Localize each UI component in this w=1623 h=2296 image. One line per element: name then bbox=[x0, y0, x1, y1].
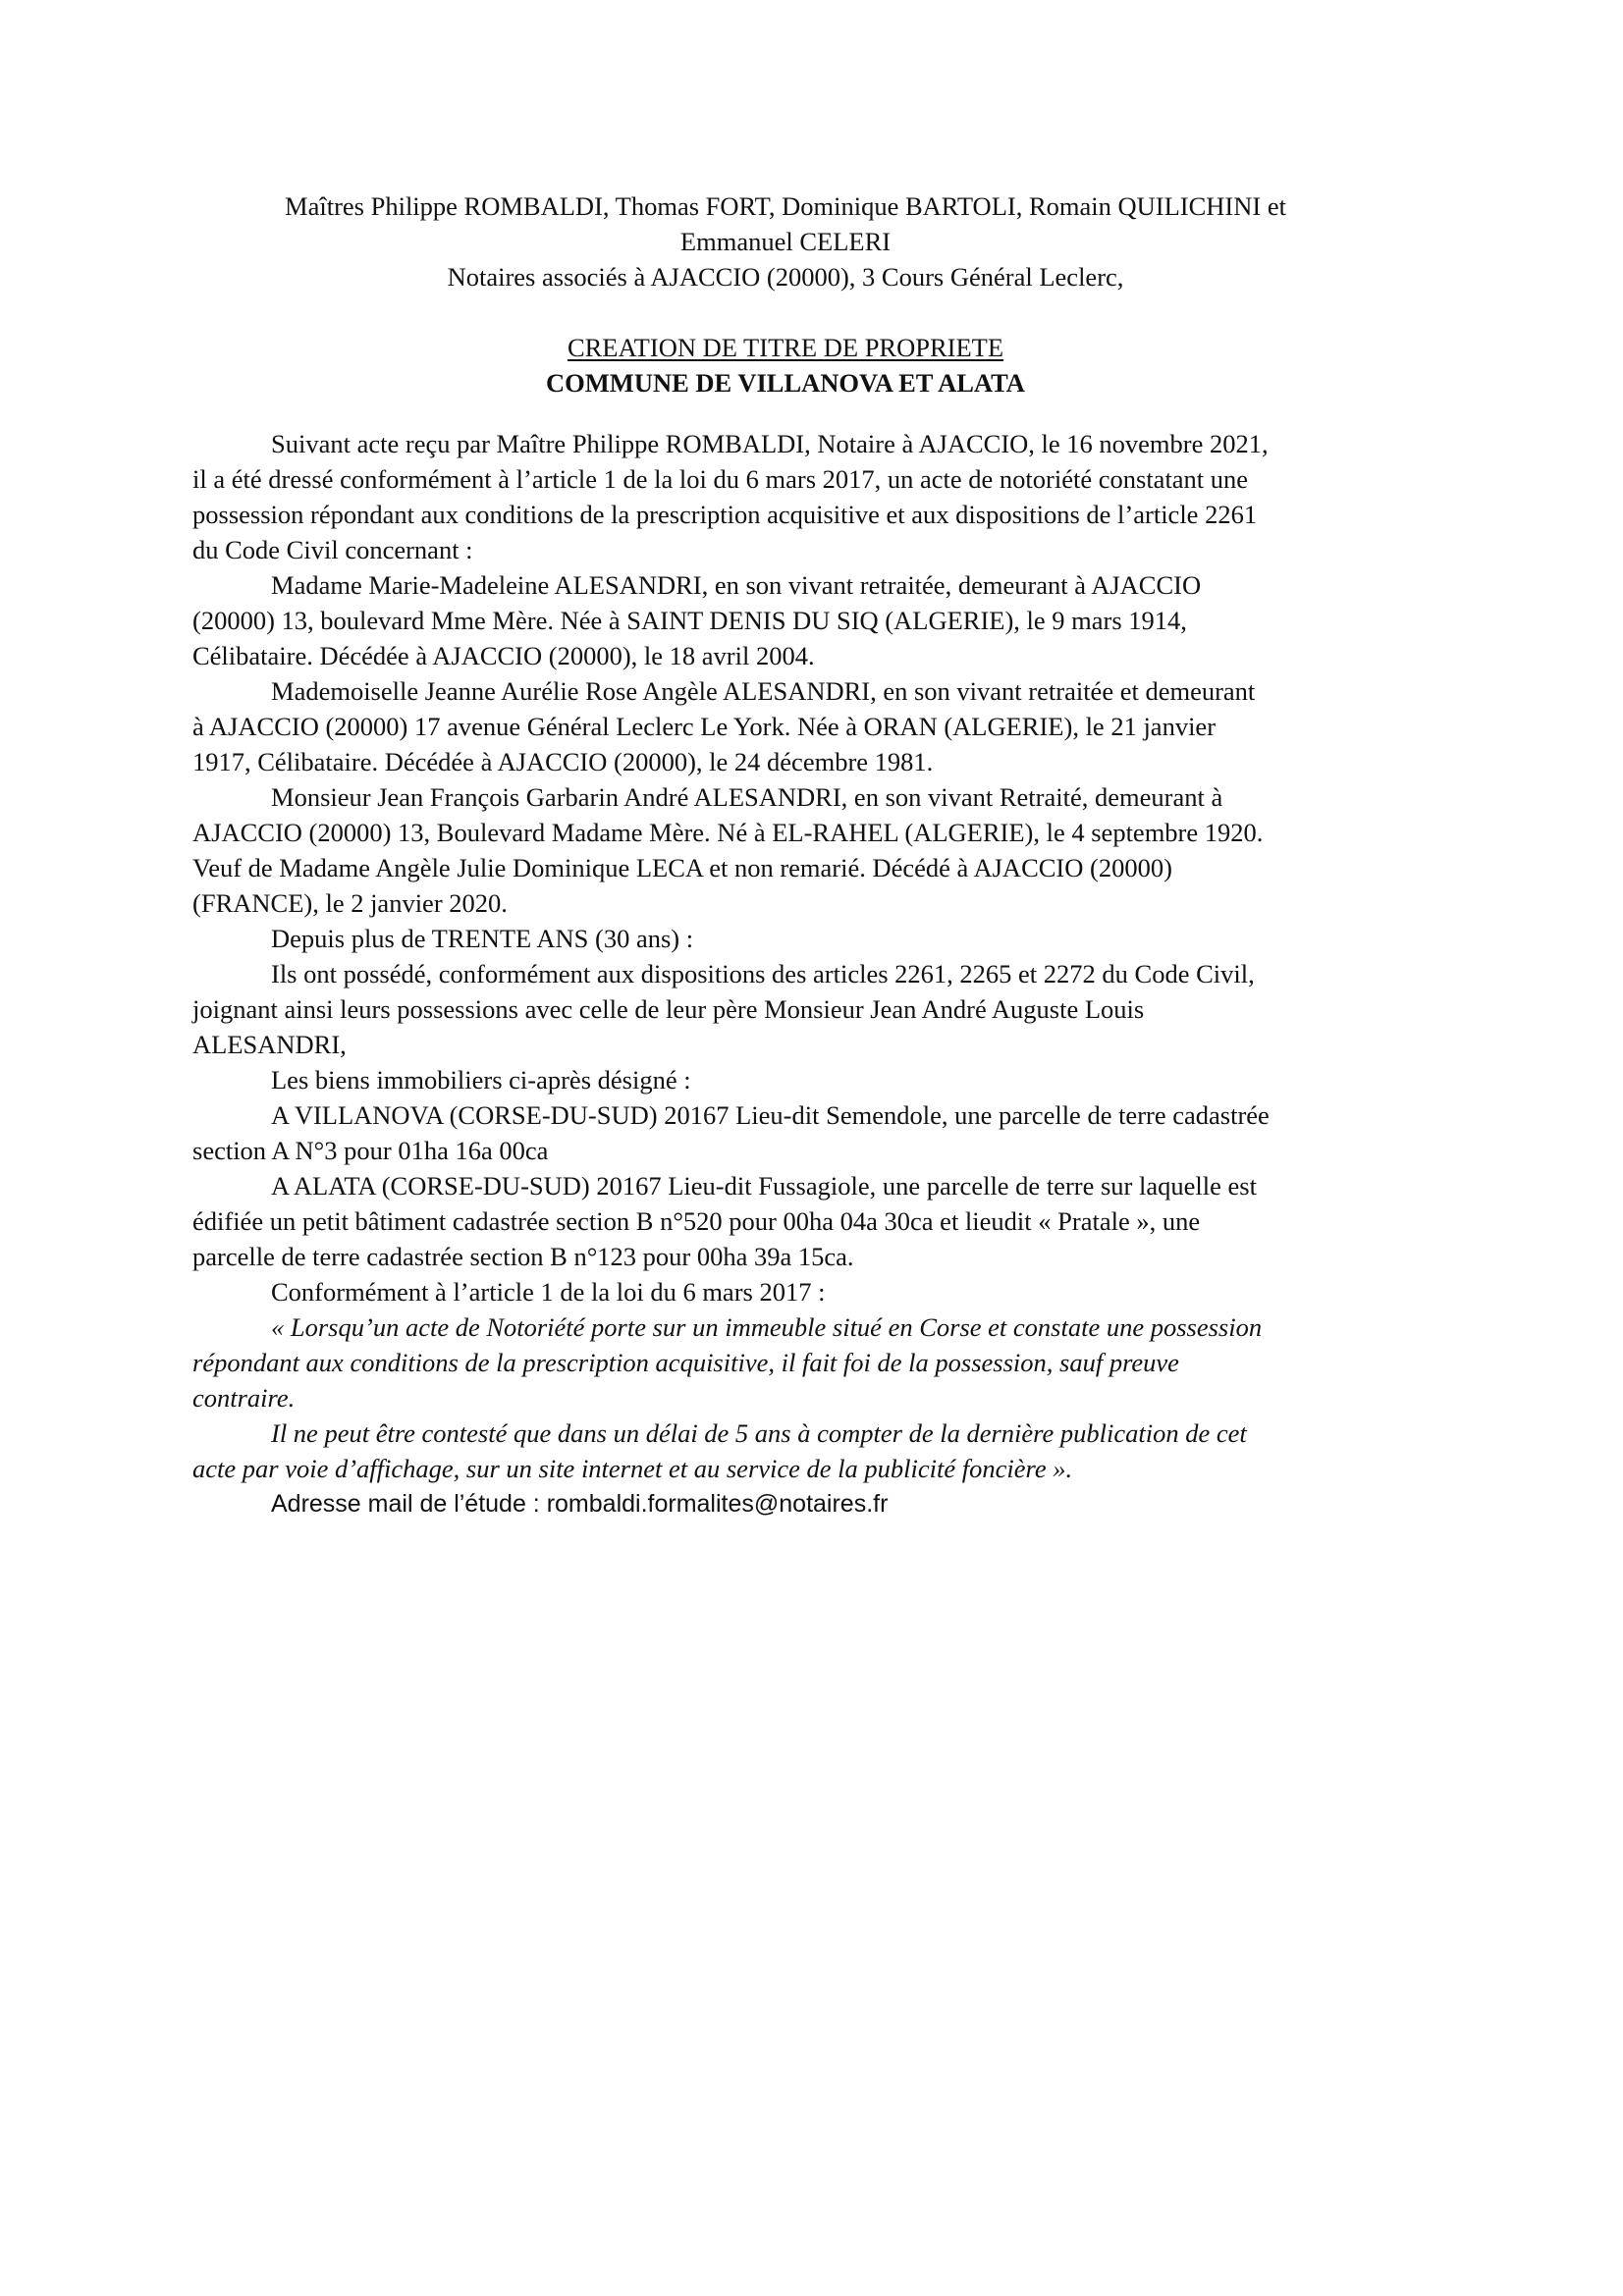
legal-quote-line: contraire. bbox=[192, 1383, 296, 1413]
body-line: ALESANDRI, bbox=[192, 1030, 347, 1059]
notary-names-line-2: Emmanuel CELERI bbox=[679, 227, 892, 256]
body-line: AJACCIO (20000) 13, Boulevard Madame Mère. Né à EL-RAHEL (ALGERIE), le 4 septembre 1920. bbox=[192, 818, 1264, 847]
body-line: Ils ont possédé, conformément aux dispositions des articles 2261, 2265 et 2272 du Code Civil, bbox=[271, 959, 1255, 988]
body-line: parcelle de terre cadastrée section B n°123 pour 00ha 39a 15ca. bbox=[192, 1242, 854, 1271]
legal-quote-line: acte par voie d’affichage, sur un site internet et au service de la publicité foncière ». bbox=[192, 1454, 1073, 1483]
body-line: possession répondant aux conditions de la prescription acquisitive et aux dispositions de l’article 2261 bbox=[192, 500, 1258, 529]
title-commune: COMMUNE DE VILLANOVA ET ALATA bbox=[546, 368, 1025, 398]
body-line: édifiée un petit bâtiment cadastrée section B n°520 pour 00ha 04a 30ca et lieudit « Pratale », une bbox=[192, 1206, 1201, 1236]
legal-quote-line: Il ne peut être contesté que dans un délai de 5 ans à compter de la dernière publication de cet bbox=[271, 1418, 1247, 1448]
notary-address: Notaires associés à AJACCIO (20000), 3 Cours Général Leclerc, bbox=[447, 262, 1124, 292]
body-line: joignant ainsi leurs possessions avec celle de leur père Monsieur Jean André Auguste Louis bbox=[192, 994, 1145, 1024]
title-main: CREATION DE TITRE DE PROPRIETE bbox=[567, 333, 1004, 362]
body-line: A ALATA (CORSE-DU-SUD) 20167 Lieu-dit Fussagiole, une parcelle de terre sur laquelle est bbox=[271, 1171, 1257, 1201]
document-body bbox=[192, 426, 1435, 1522]
body-line: Les biens immobiliers ci-après désigné : bbox=[271, 1065, 691, 1095]
legal-quote-line: « Lorsqu’un acte de Notoriété porte sur un immeuble situé en Corse et constate une possession bbox=[271, 1312, 1263, 1342]
body-line: Madame Marie-Madeleine ALESANDRI, en son vivant retraitée, demeurant à AJACCIO bbox=[271, 570, 1202, 600]
body-line: à AJACCIO (20000) 17 avenue Général Leclerc Le York. Née à ORAN (ALGERIE), le 21 janvier bbox=[192, 712, 1217, 741]
body-line: Monsieur Jean François Garbarin André ALESANDRI, en son vivant Retraité, demeurant à bbox=[271, 782, 1223, 812]
notary-names-line-1: Maîtres Philippe ROMBALDI, Thomas FORT, Dominique BARTOLI, Romain QUILICHINI et bbox=[285, 191, 1286, 221]
notary-header bbox=[196, 188, 1375, 294]
body-line: du Code Civil concernant : bbox=[192, 535, 473, 564]
contact-email-line: Adresse mail de l’étude : rombaldi.formalites@notaires.fr bbox=[271, 1490, 889, 1518]
body-line: Suivant acte reçu par Maître Philippe ROMBALDI, Notaire à AJACCIO, le 16 novembre 2021, bbox=[271, 429, 1269, 458]
body-line: (20000) 13, boulevard Mme Mère. Née à SAINT DENIS DU SIQ (ALGERIE), le 9 mars 1914, bbox=[192, 606, 1187, 635]
body-line: Conformément à l’article 1 de la loi du 6 mars 2017 : bbox=[271, 1277, 826, 1307]
body-line: Célibataire. Décédée à AJACCIO (20000), le 18 avril 2004. bbox=[192, 641, 815, 670]
body-line: 1917, Célibataire. Décédée à AJACCIO (20000), le 24 décembre 1981. bbox=[192, 747, 934, 776]
legal-quote-line: répondant aux conditions de la prescription acquisitive, il fait foi de la possession, sauf preuve bbox=[192, 1348, 1179, 1377]
body-line: Mademoiselle Jeanne Aurélie Rose Angèle ALESANDRI, en son vivant retraitée et demeurant bbox=[271, 676, 1256, 706]
body-line: il a été dressé conformément à l’article 1 de la loi du 6 mars 2017, un acte de notoriété constatant une bbox=[192, 464, 1249, 494]
body-line: A VILLANOVA (CORSE-DU-SUD) 20167 Lieu-dit Semendole, une parcelle de terre cadastrée bbox=[271, 1100, 1270, 1130]
body-line: (FRANCE), le 2 janvier 2020. bbox=[192, 888, 508, 918]
body-line: Depuis plus de TRENTE ANS (30 ans) : bbox=[271, 924, 694, 953]
body-line: Veuf de Madame Angèle Julie Dominique LECA et non remarié. Décédé à AJACCIO (20000) bbox=[192, 853, 1172, 882]
body-line: section A N°3 pour 01ha 16a 00ca bbox=[192, 1136, 549, 1165]
document-title bbox=[196, 330, 1375, 400]
